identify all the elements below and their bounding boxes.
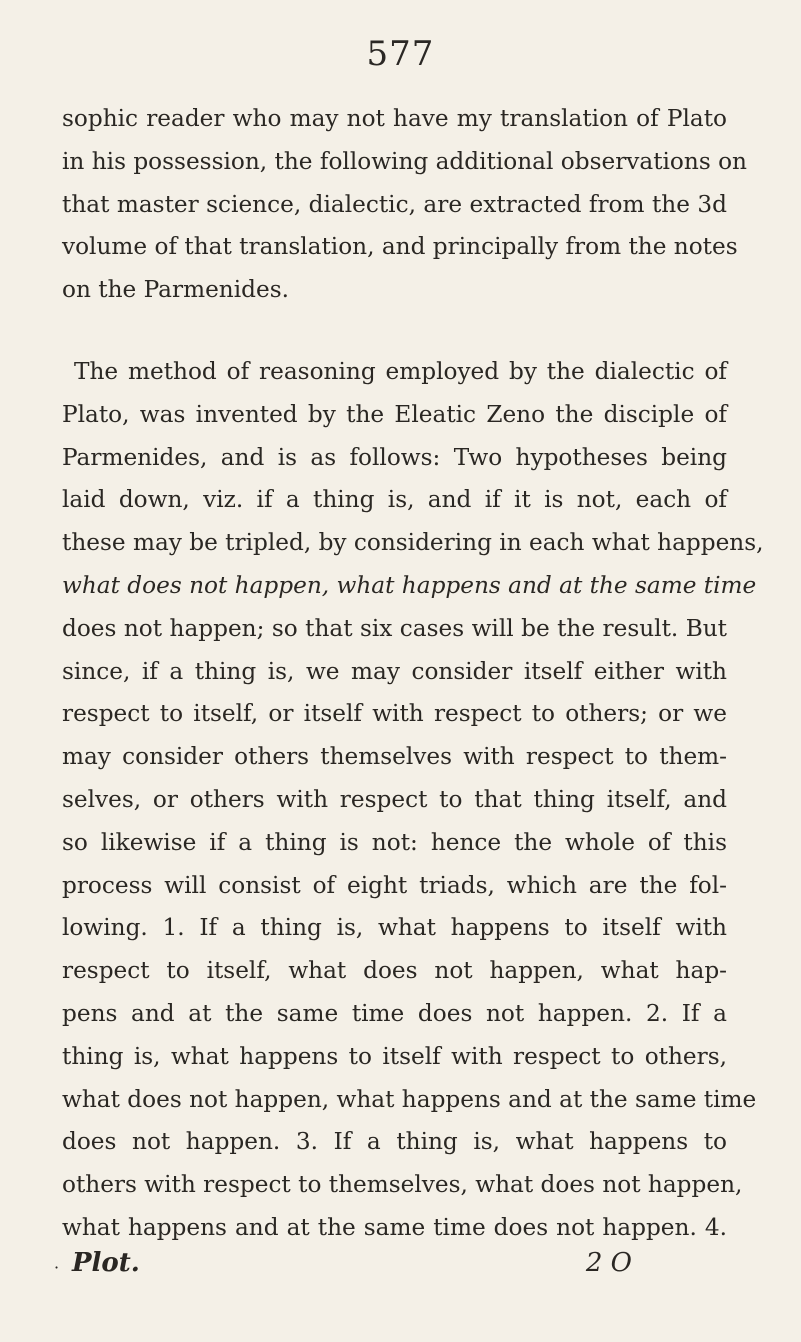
text-line: respect to itself, or itself with respect to others; or we: [62, 700, 727, 728]
catchword: Plot.: [72, 1248, 140, 1278]
page-number: 577: [366, 34, 435, 74]
signature-mark: 2 O: [585, 1248, 632, 1278]
text-line: may consider others themselves with respect to them-: [62, 743, 727, 771]
text-line: volume of that translation, and principally from the notes: [62, 233, 738, 261]
paragraph-gap: [62, 312, 727, 351]
body-text: [62, 98, 764, 1250]
text-line: others with respect to themselves, what does not happen,: [62, 1171, 743, 1199]
text-line: sophic reader who may not have my translation of Plato: [62, 105, 727, 132]
text-line: Parmenides, and is as follows: Two hypotheses being: [62, 443, 727, 471]
text-line: respect to itself, what does not happen, what hap-: [62, 957, 727, 985]
text-line: since, if a thing is, we may consider itself either with: [62, 657, 727, 685]
text-line: does not happen. 3. If a thing is, what happens to: [62, 1128, 727, 1156]
text-line: so likewise if a thing is not: hence the whole of this: [62, 828, 727, 856]
text-line: what does not happen, what happens and at the same time: [62, 571, 757, 599]
text-line: thing is, what happens to itself with respect to others,: [62, 1042, 727, 1070]
printer-mark: ·: [54, 1258, 60, 1277]
text-line: what happens and at the same time does not happen. 4.: [62, 1213, 727, 1241]
text-line: these may be tripled, by considering in each what happens,: [62, 529, 764, 557]
text-line: what does not happen, what happens and at the same time: [62, 1085, 757, 1113]
text-line: pens and at the same time does not happen. 2. If a: [62, 999, 727, 1027]
text-line: does not happen; so that six cases will be the result. But: [62, 614, 727, 642]
text-line: The method of reasoning employed by the dialectic of: [74, 357, 727, 385]
text-line: laid down, viz. if a thing is, and if it is not, each of: [62, 486, 727, 514]
paragraph-method: [62, 351, 764, 1250]
text-line: in his possession, the following additional observations on: [62, 147, 747, 175]
text-line: Plato, was invented by the Eleatic Zeno the disciple of: [62, 400, 727, 428]
text-line: process will consist of eight triads, which are the fol-: [62, 871, 727, 899]
text-line: on the Parmenides.: [62, 276, 289, 304]
text-line: selves, or others with respect to that thing itself, and: [62, 785, 727, 813]
text-line: that master science, dialectic, are extracted from the 3d: [62, 190, 727, 218]
paragraph-intro: [62, 98, 747, 312]
text-line: lowing. 1. If a thing is, what happens to itself with: [62, 914, 727, 942]
